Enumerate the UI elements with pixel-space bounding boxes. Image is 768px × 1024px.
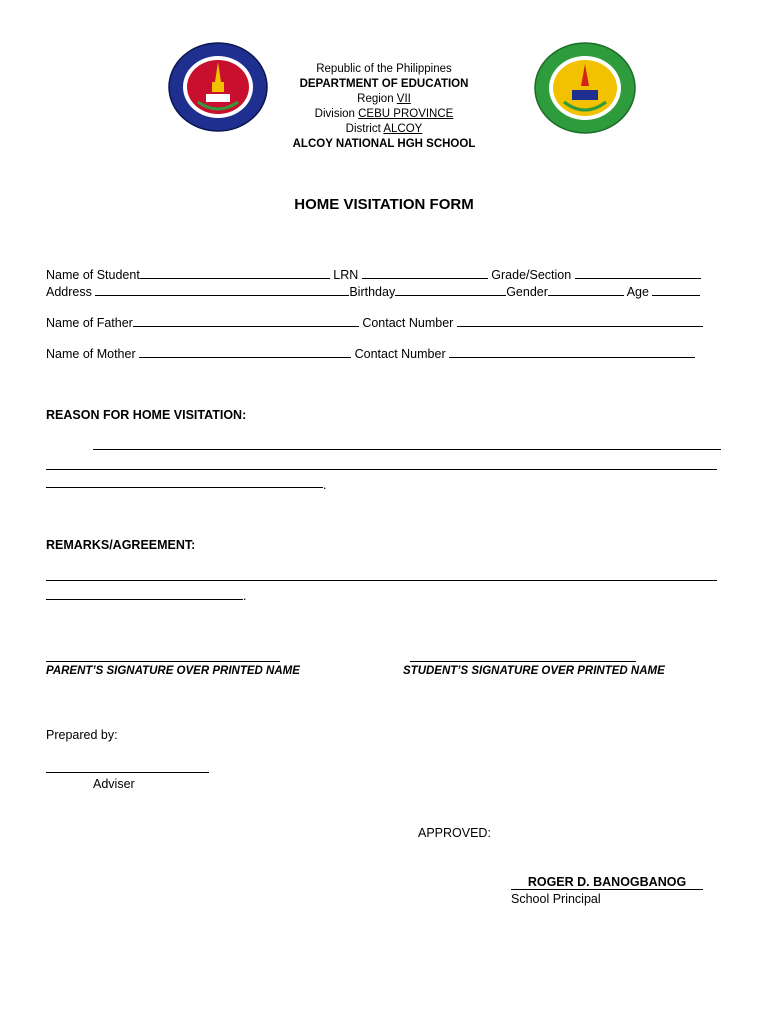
father-name-field[interactable] [133,315,359,327]
header-region: Region VII [357,93,411,105]
reason-line-2[interactable] [46,469,717,470]
principal-title: School Principal [511,892,601,906]
birthday-field[interactable] [395,284,506,296]
student-name-label: Name of Student [46,268,140,282]
address-field[interactable] [95,284,349,296]
remarks-period: . [243,589,247,603]
reason-line-3[interactable] [46,487,323,488]
birthday-label: Birthday [349,285,396,299]
address-label: Address [46,285,92,299]
adviser-signature-line[interactable] [46,772,209,773]
approved-label: APPROVED: [418,826,491,840]
reason-heading: REASON FOR HOME VISITATION: [46,408,247,422]
mother-contact-label: Contact Number [354,347,446,361]
grade-section-label: Grade/Section [491,268,572,282]
remarks-line-2[interactable] [46,599,243,600]
mother-name-field[interactable] [139,346,351,358]
reason-period: . [323,478,327,492]
header-school: ALCOY NATIONAL HGH SCHOOL [292,138,476,150]
student-name-field[interactable] [140,267,330,279]
father-name-label: Name of Father [46,316,133,330]
header-republic: Republic of the Philippines [316,63,452,75]
age-field[interactable] [652,284,700,296]
district-seal-logo [168,42,268,132]
mother-contact-field[interactable] [449,346,695,358]
student-signature-label: STUDENT’S SIGNATURE OVER PRINTED NAME [403,665,665,677]
header-department: DEPARTMENT OF EDUCATION [299,78,469,90]
father-contact-label: Contact Number [362,316,454,330]
mother-name-label: Name of Mother [46,347,136,361]
form-title: HOME VISITATION FORM [294,196,474,213]
prepared-by-label: Prepared by: [46,728,118,742]
student-signature-line[interactable] [410,661,636,662]
school-seal-logo [534,42,636,134]
age-label: Age [626,285,649,299]
grade-section-field[interactable] [575,267,701,279]
gender-label: Gender [506,285,548,299]
father-contact-field[interactable] [457,315,703,327]
principal-name: ROGER D. BANOGBANOG [511,875,703,890]
adviser-label: Adviser [93,777,135,791]
header-division: Division CEBU PROVINCE [314,108,454,120]
lrn-label: LRN [333,268,359,282]
reason-line-1[interactable] [93,449,721,450]
header-district: District ALCOY [345,123,423,135]
remarks-line-1[interactable] [46,580,717,581]
lrn-field[interactable] [362,267,488,279]
remarks-heading: REMARKS/AGREEMENT: [46,538,196,552]
parent-signature-line[interactable] [46,661,280,662]
gender-field[interactable] [548,284,624,296]
parent-signature-label: PARENT’S SIGNATURE OVER PRINTED NAME [46,665,300,677]
